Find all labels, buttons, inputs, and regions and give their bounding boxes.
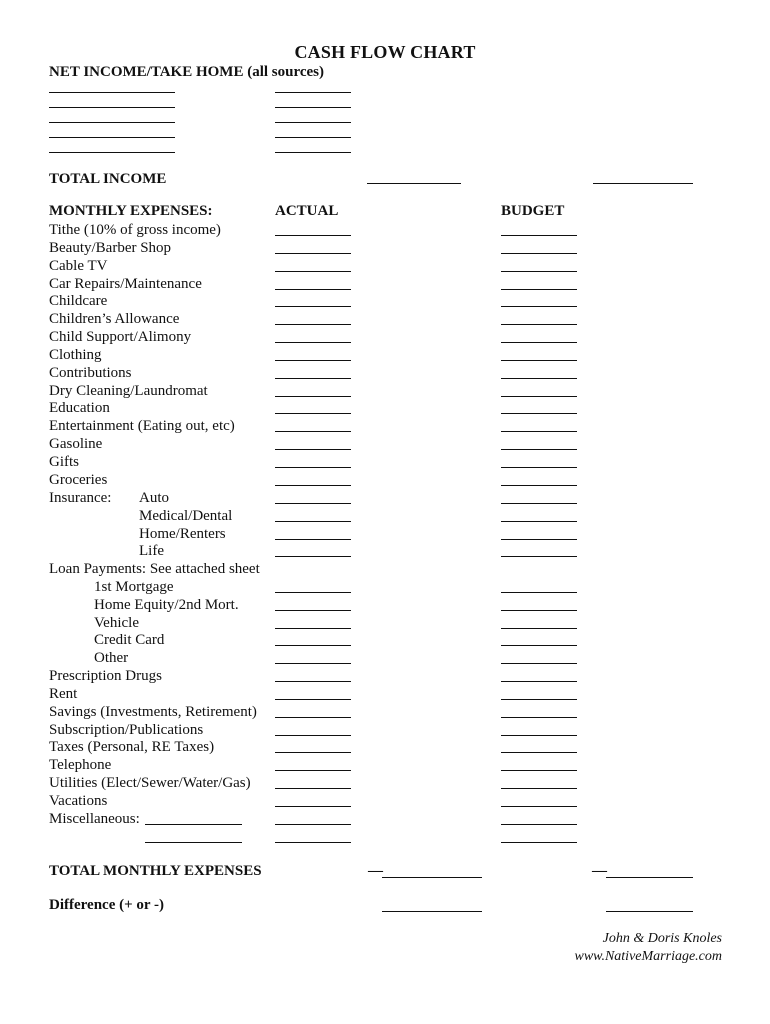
budget-line[interactable] xyxy=(501,610,577,611)
actual-line[interactable] xyxy=(275,289,351,290)
budget-line[interactable] xyxy=(501,699,577,700)
total-monthly-expenses-label: TOTAL MONTHLY EXPENSES xyxy=(49,863,262,879)
actual-line[interactable] xyxy=(275,788,351,789)
expense-item: Gasoline xyxy=(49,436,103,452)
actual-line[interactable] xyxy=(275,271,351,272)
actual-line[interactable] xyxy=(275,628,351,629)
expense-item: Telephone xyxy=(49,757,112,773)
actual-line[interactable] xyxy=(275,467,351,468)
insurance-item: Medical/Dental xyxy=(139,508,233,524)
insurance-item: Auto xyxy=(139,490,169,506)
actual-line[interactable] xyxy=(275,681,351,682)
budget-line[interactable] xyxy=(501,485,577,486)
expense-item: Clothing xyxy=(49,347,102,363)
expense-item: Tithe (10% of gross income) xyxy=(49,222,221,238)
budget-line[interactable] xyxy=(501,360,577,361)
budget-line[interactable] xyxy=(501,324,577,325)
expense-item: Beauty/Barber Shop xyxy=(49,240,172,256)
income-amount-line[interactable] xyxy=(275,107,351,108)
actual-line[interactable] xyxy=(275,342,351,343)
loan-item: 1st Mortgage xyxy=(94,579,174,595)
expense-item: Prescription Drugs xyxy=(49,668,162,684)
budget-line[interactable] xyxy=(501,289,577,290)
budget-line[interactable] xyxy=(501,628,577,629)
expense-item: Children’s Allowance xyxy=(49,311,180,327)
actual-line[interactable] xyxy=(275,503,351,504)
budget-line[interactable] xyxy=(501,681,577,682)
income-amount-line[interactable] xyxy=(275,137,351,138)
total-expenses-actual-line[interactable] xyxy=(382,877,482,878)
expense-item: Childcare xyxy=(49,293,108,309)
insurance-label: Insurance: xyxy=(49,490,112,506)
total-expenses-budget-dash: — xyxy=(592,863,607,879)
actual-line[interactable] xyxy=(275,431,351,432)
expense-item: Savings (Investments, Retirement) xyxy=(49,704,257,720)
actual-line[interactable] xyxy=(275,485,351,486)
budget-line[interactable] xyxy=(501,521,577,522)
budget-line[interactable] xyxy=(501,770,577,771)
website-link[interactable]: www.NativeMarriage.com xyxy=(574,949,722,964)
actual-line[interactable] xyxy=(275,413,351,414)
budget-line[interactable] xyxy=(501,306,577,307)
total-income-label: TOTAL INCOME xyxy=(49,171,167,187)
budget-line[interactable] xyxy=(501,539,577,540)
budget-line[interactable] xyxy=(501,431,577,432)
budget-line[interactable] xyxy=(501,752,577,753)
loan-item: Credit Card xyxy=(94,632,165,648)
expense-item: Vacations xyxy=(49,793,108,809)
insurance-item: Home/Renters xyxy=(139,526,226,542)
budget-line[interactable] xyxy=(501,663,577,664)
expense-item: Groceries xyxy=(49,472,108,488)
expense-item: Education xyxy=(49,400,110,416)
budget-line[interactable] xyxy=(501,806,577,807)
actual-line[interactable] xyxy=(275,752,351,753)
expense-item: Gifts xyxy=(49,454,79,470)
author-names: John & Doris Knoles xyxy=(602,931,722,946)
expense-item: Cable TV xyxy=(49,258,108,274)
actual-line[interactable] xyxy=(275,306,351,307)
expense-item: Rent xyxy=(49,686,78,702)
actual-column-header: ACTUAL xyxy=(275,203,339,219)
income-amount-line[interactable] xyxy=(275,152,351,153)
budget-line[interactable] xyxy=(501,556,577,557)
actual-line[interactable] xyxy=(275,842,351,843)
actual-line[interactable] xyxy=(275,824,351,825)
income-amount-line[interactable] xyxy=(275,92,351,93)
expense-item: Subscription/Publications xyxy=(49,722,204,738)
budget-line[interactable] xyxy=(501,235,577,236)
actual-line[interactable] xyxy=(275,699,351,700)
insurance-item: Life xyxy=(139,543,164,559)
income-source-line[interactable] xyxy=(49,122,175,123)
actual-line[interactable] xyxy=(275,663,351,664)
misc-description-line[interactable] xyxy=(145,842,242,843)
budget-line[interactable] xyxy=(501,253,577,254)
budget-line[interactable] xyxy=(501,824,577,825)
income-source-line[interactable] xyxy=(49,137,175,138)
budget-line[interactable] xyxy=(501,342,577,343)
budget-line[interactable] xyxy=(501,592,577,593)
actual-line[interactable] xyxy=(275,360,351,361)
actual-line[interactable] xyxy=(275,235,351,236)
income-source-line[interactable] xyxy=(49,152,175,153)
budget-line[interactable] xyxy=(501,378,577,379)
income-source-line[interactable] xyxy=(49,107,175,108)
budget-line[interactable] xyxy=(501,413,577,414)
difference-label: Difference (+ or -) xyxy=(49,897,165,913)
actual-line[interactable] xyxy=(275,324,351,325)
total-income-actual-line[interactable] xyxy=(367,183,461,184)
expense-item: Utilities (Elect/Sewer/Water/Gas) xyxy=(49,775,251,791)
expense-item: Entertainment (Eating out, etc) xyxy=(49,418,235,434)
budget-line[interactable] xyxy=(501,788,577,789)
actual-line[interactable] xyxy=(275,645,351,646)
actual-line[interactable] xyxy=(275,735,351,736)
budget-line[interactable] xyxy=(501,467,577,468)
budget-line[interactable] xyxy=(501,717,577,718)
actual-line[interactable] xyxy=(275,592,351,593)
budget-line[interactable] xyxy=(501,645,577,646)
actual-line[interactable] xyxy=(275,770,351,771)
actual-line[interactable] xyxy=(275,396,351,397)
budget-line[interactable] xyxy=(501,271,577,272)
budget-line[interactable] xyxy=(501,503,577,504)
actual-line[interactable] xyxy=(275,556,351,557)
actual-line[interactable] xyxy=(275,378,351,379)
income-amount-line[interactable] xyxy=(275,122,351,123)
actual-line[interactable] xyxy=(275,717,351,718)
total-income-budget-line[interactable] xyxy=(593,183,693,184)
actual-line[interactable] xyxy=(275,253,351,254)
loan-item: Vehicle xyxy=(94,615,139,631)
expense-item: Child Support/Alimony xyxy=(49,329,192,345)
loan-payments-label: Loan Payments: See attached sheet xyxy=(49,561,260,577)
budget-column-header: BUDGET xyxy=(501,203,565,219)
actual-line[interactable] xyxy=(275,806,351,807)
budget-line[interactable] xyxy=(501,396,577,397)
expense-item: Taxes (Personal, RE Taxes) xyxy=(49,739,215,755)
loan-item: Other xyxy=(94,650,129,666)
expense-item: Car Repairs/Maintenance xyxy=(49,276,202,292)
income-source-line[interactable] xyxy=(49,92,175,93)
actual-line[interactable] xyxy=(275,610,351,611)
loan-item: Home Equity/2nd Mort. xyxy=(94,597,239,613)
budget-line[interactable] xyxy=(501,449,577,450)
expense-item: Contributions xyxy=(49,365,132,381)
difference-actual-line[interactable] xyxy=(382,911,482,912)
monthly-expenses-heading: MONTHLY EXPENSES: xyxy=(49,203,213,219)
expense-item: Dry Cleaning/Laundromat xyxy=(49,383,208,399)
budget-line[interactable] xyxy=(501,842,577,843)
difference-budget-line[interactable] xyxy=(606,911,693,912)
income-heading: NET INCOME/TAKE HOME (all sources) xyxy=(49,64,325,80)
budget-line[interactable] xyxy=(501,735,577,736)
miscellaneous-label: Miscellaneous: xyxy=(49,811,140,827)
page-title: CASH FLOW CHART xyxy=(294,42,476,62)
total-expenses-budget-line[interactable] xyxy=(606,877,693,878)
actual-line[interactable] xyxy=(275,521,351,522)
actual-line[interactable] xyxy=(275,539,351,540)
total-expenses-actual-dash: — xyxy=(368,863,383,879)
misc-description-line[interactable] xyxy=(145,824,242,825)
actual-line[interactable] xyxy=(275,449,351,450)
